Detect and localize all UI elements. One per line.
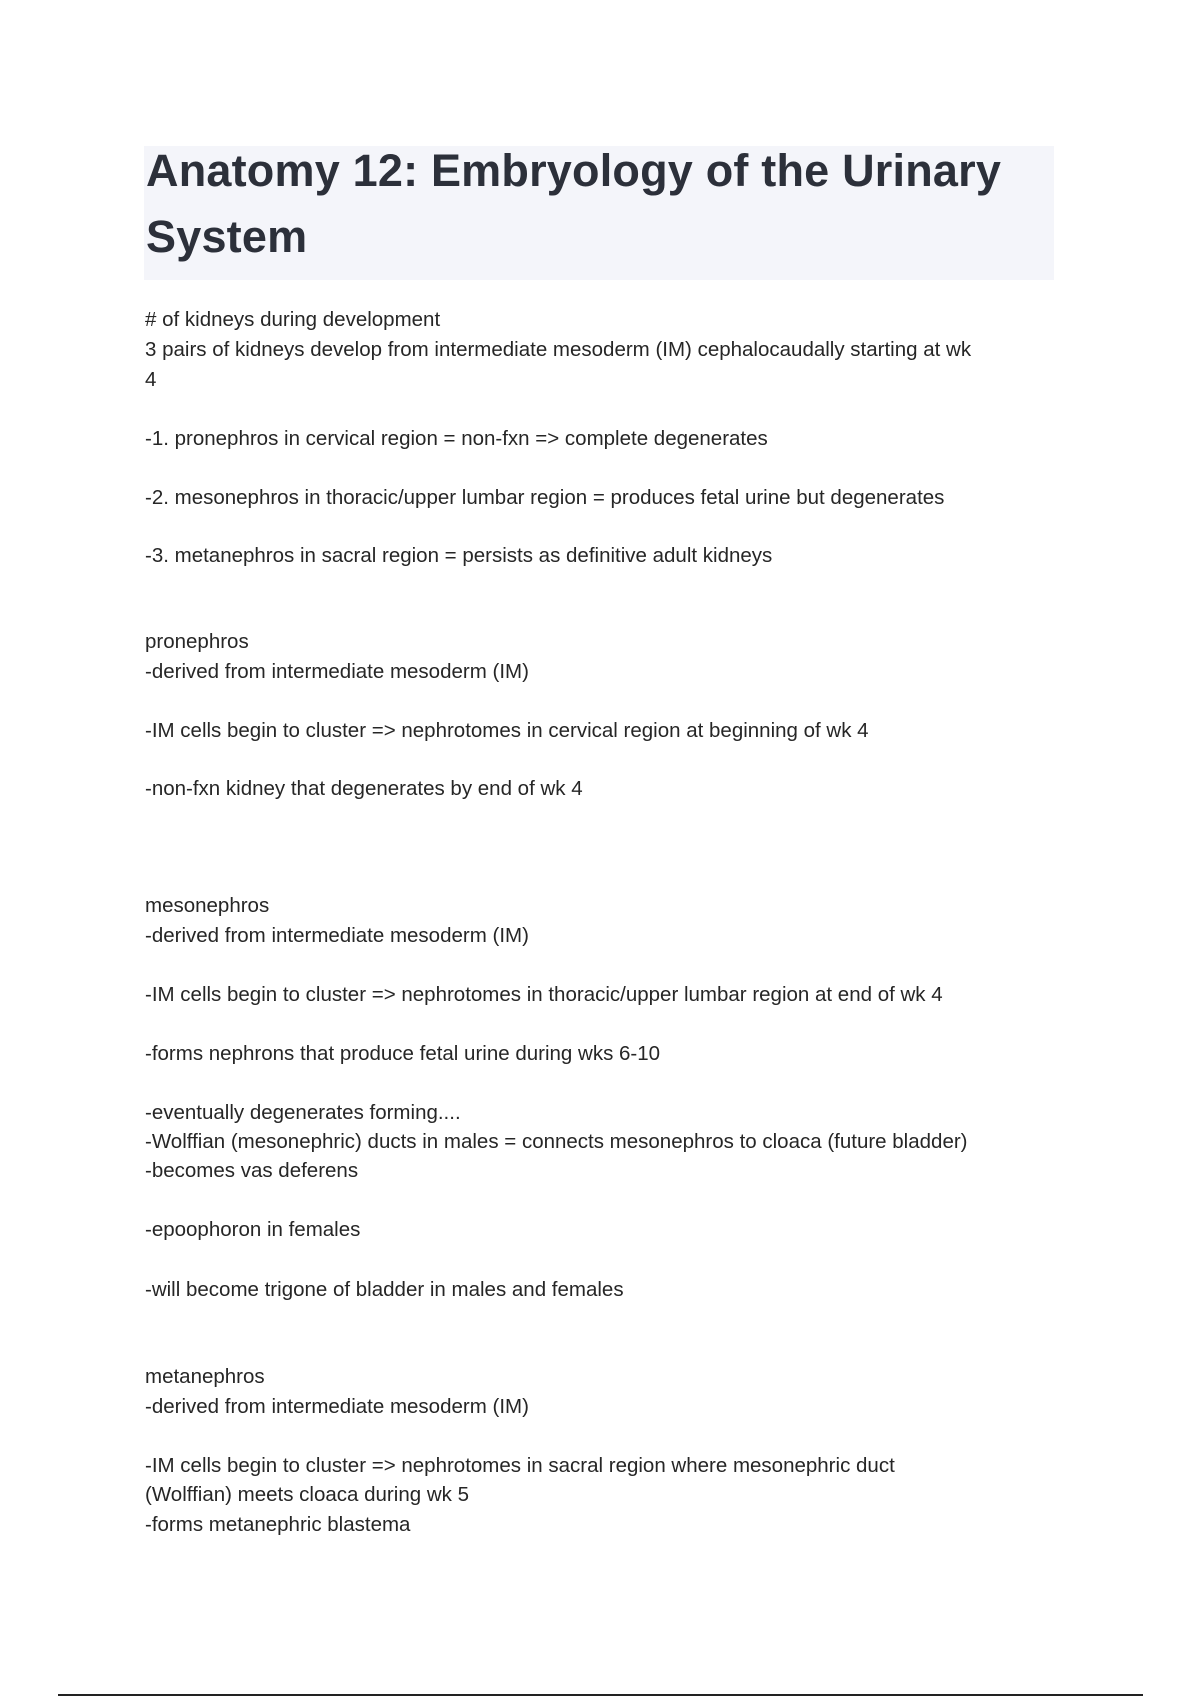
section-heading-pronephros: pronephros bbox=[145, 630, 249, 653]
text-line: -will become trigone of bladder in males and females bbox=[145, 1278, 624, 1301]
page-title: Anatomy 12: Embryology of the Urinary System bbox=[146, 145, 1002, 262]
text-line: -becomes vas deferens bbox=[145, 1159, 359, 1182]
text-line: -IM cells begin to cluster => nephrotomes in sacral region where mesonephric duct bbox=[145, 1454, 895, 1477]
text-line: 3 pairs of kidneys develop from intermediate mesoderm (IM) cephalocaudally starting at wk bbox=[145, 338, 972, 361]
text-line: -epoophoron in females bbox=[145, 1218, 361, 1241]
text-line: -derived from intermediate mesoderm (IM) bbox=[145, 924, 529, 947]
text-line: -derived from intermediate mesoderm (IM) bbox=[145, 660, 529, 683]
section-heading-mesonephros: mesonephros bbox=[145, 894, 270, 917]
text-line: -IM cells begin to cluster => nephrotomes in thoracic/upper lumbar region at end of wk 4 bbox=[145, 983, 943, 1006]
page-bottom-rule bbox=[58, 1694, 1143, 1696]
text-line: -2. mesonephros in thoracic/upper lumbar region = produces fetal urine but degenerates bbox=[145, 486, 945, 509]
text-line: -non-fxn kidney that degenerates by end of wk 4 bbox=[145, 777, 583, 800]
text-line: -derived from intermediate mesoderm (IM) bbox=[145, 1395, 529, 1418]
text-line: -eventually degenerates forming.... bbox=[145, 1101, 461, 1124]
text-line: -IM cells begin to cluster => nephrotomes in cervical region at beginning of wk 4 bbox=[145, 719, 869, 742]
text-line: -forms nephrons that produce fetal urine during wks 6-10 bbox=[145, 1042, 661, 1065]
text-line: -Wolffian (mesonephric) ducts in males = connects mesonephros to cloaca (future bladder) bbox=[145, 1130, 968, 1153]
section-heading-metanephros: metanephros bbox=[145, 1365, 265, 1388]
text-line: -1. pronephros in cervical region = non-fxn => complete degenerates bbox=[145, 427, 768, 450]
text-line: -3. metanephros in sacral region = persists as definitive adult kidneys bbox=[145, 544, 773, 567]
text-line: -forms metanephric blastema bbox=[145, 1513, 411, 1536]
text-line: 4 bbox=[145, 368, 157, 391]
text-line: # of kidneys during development bbox=[145, 308, 441, 331]
text-line: (Wolffian) meets cloaca during wk 5 bbox=[145, 1483, 469, 1506]
